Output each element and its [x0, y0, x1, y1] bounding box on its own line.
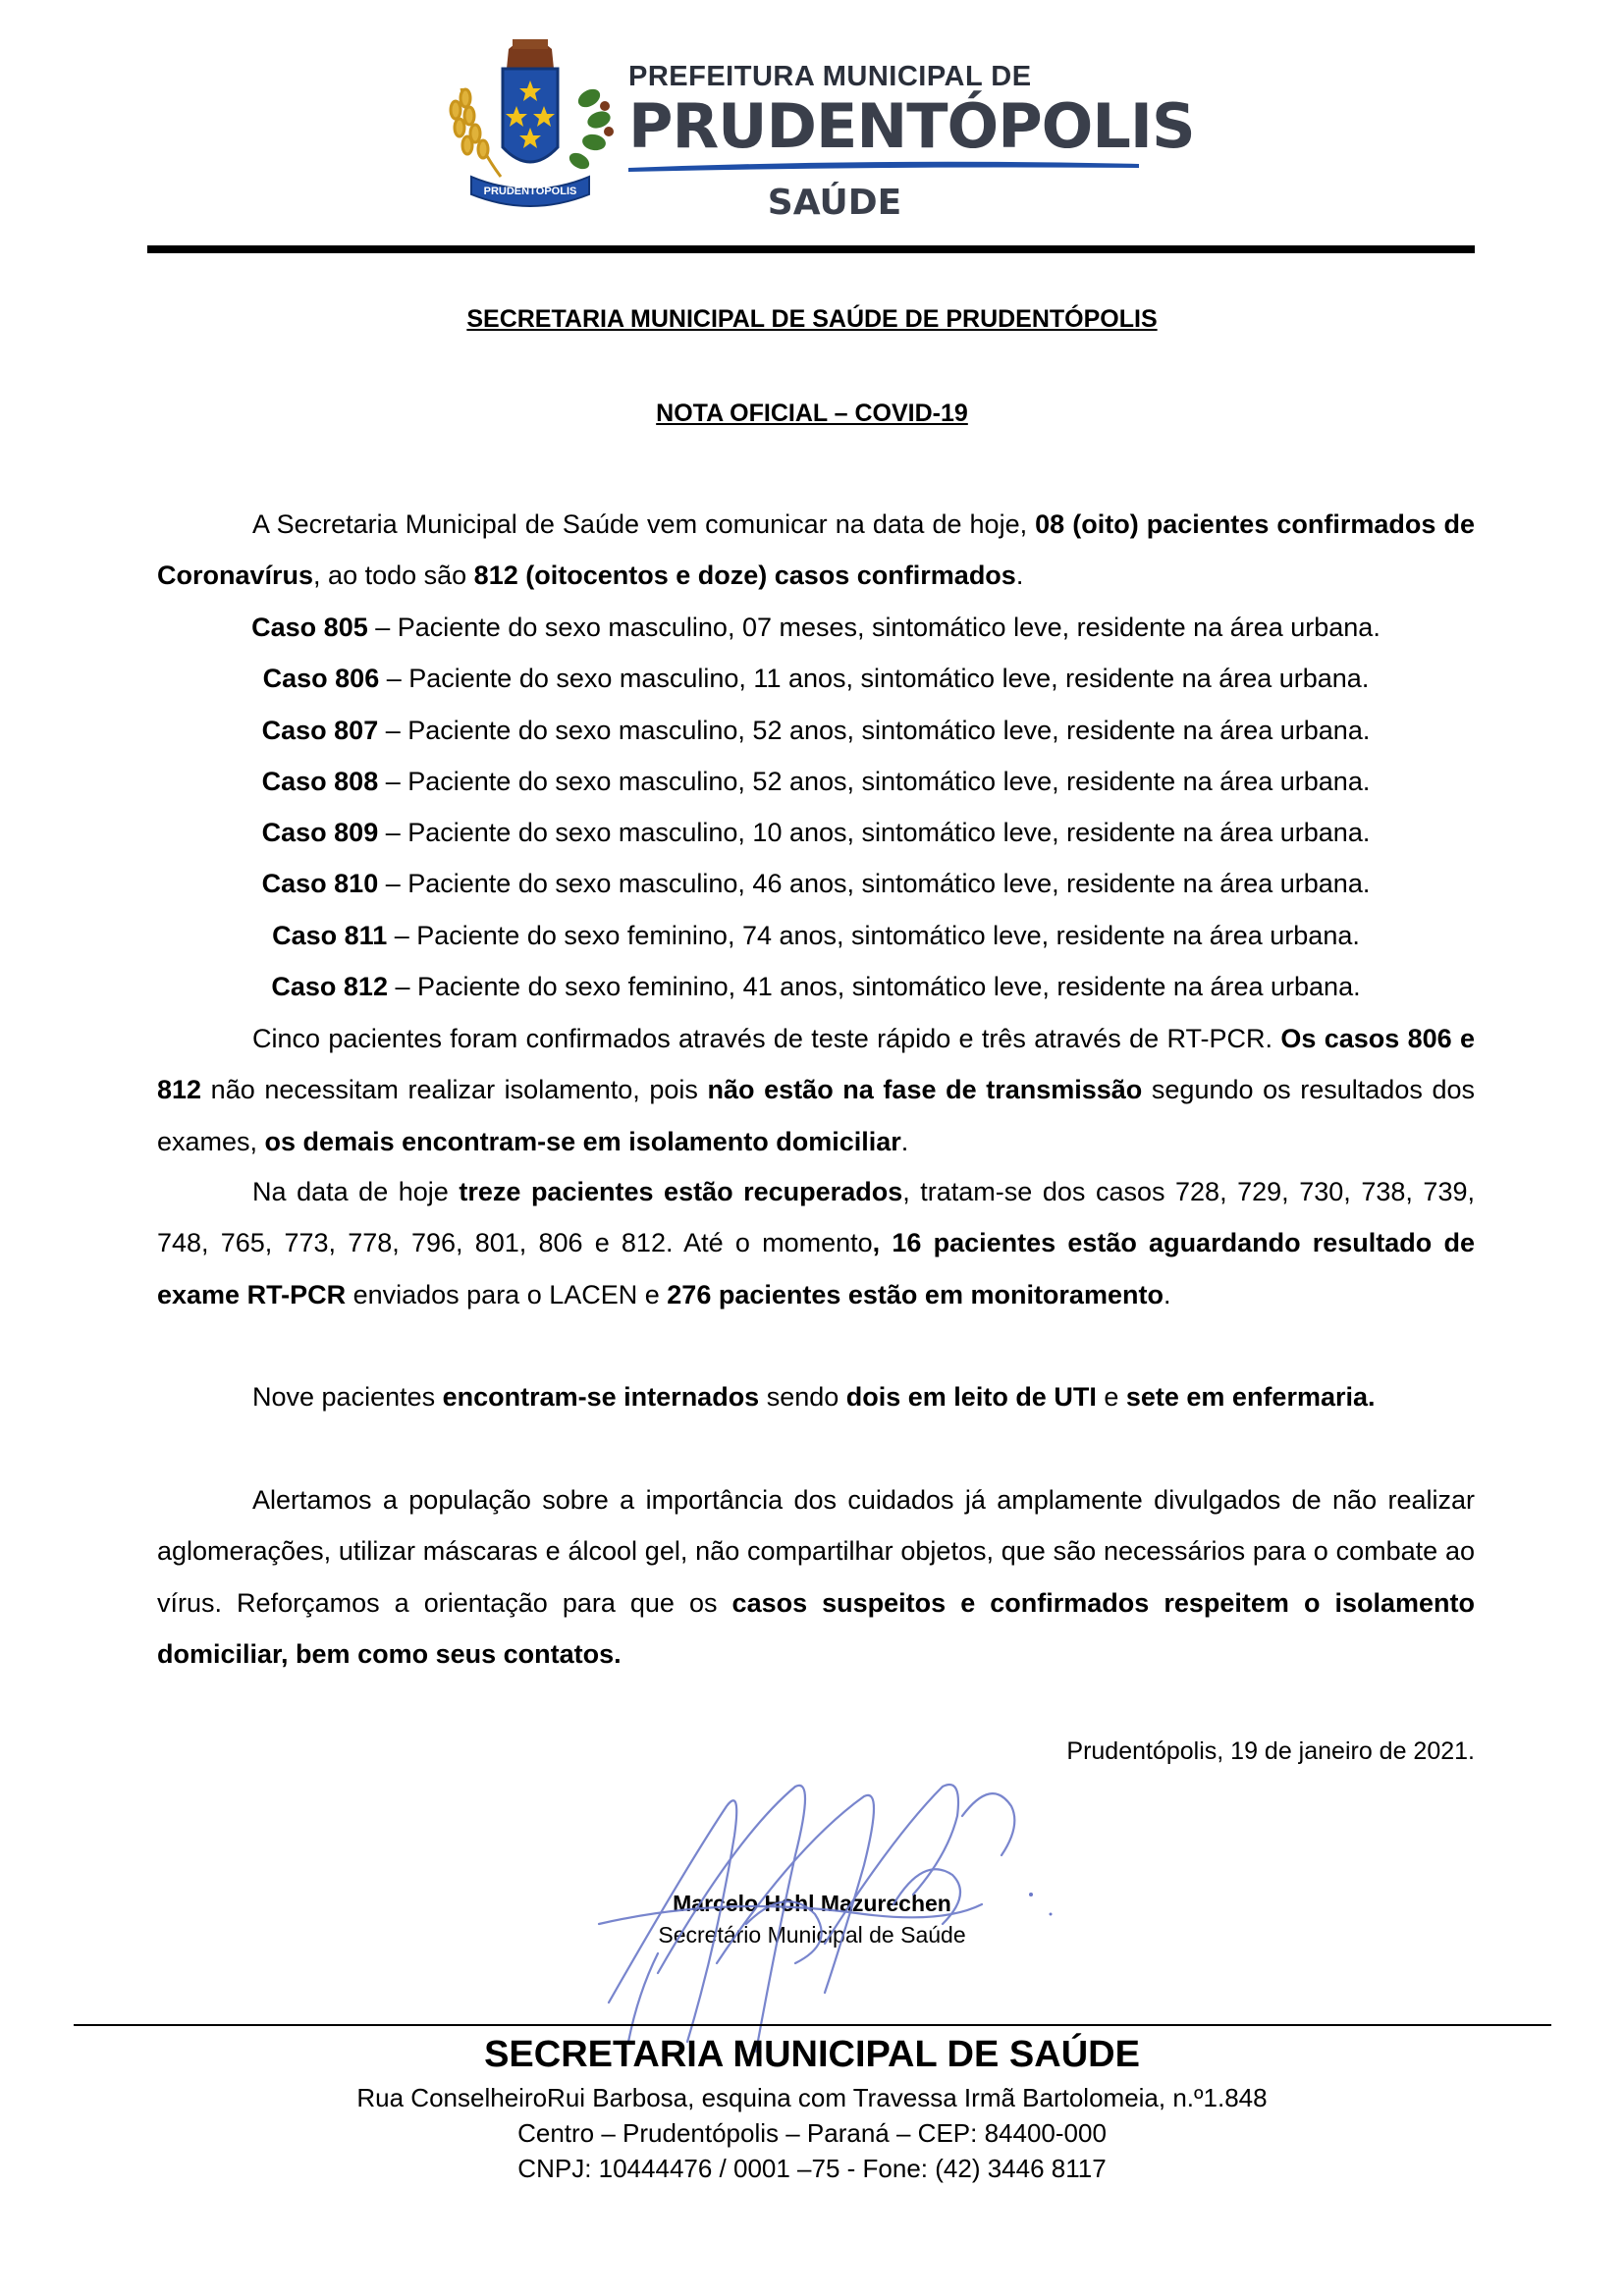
- letterhead: [432, 29, 1218, 226]
- hospital-bold: encontram-se internados: [442, 1382, 760, 1412]
- case-description: – Paciente do sexo feminino, 74 anos, sintomático leve, residente na área urbana.: [387, 920, 1360, 950]
- signatory-role: Secretário Municipal de Saúde: [658, 1922, 966, 1948]
- footer-address: Rua ConselheiroRui Barbosa, esquina com Travessa Irmã Bartolomeia, n.º1.848: [356, 2083, 1268, 2112]
- case-item: [157, 705, 1475, 756]
- case-item: [157, 807, 1475, 858]
- footer-title: SECRETARIA MUNICIPAL DE SAÚDE: [484, 2034, 1140, 2075]
- brand-swoosh: [628, 160, 1139, 172]
- recovered-text: enviados para o LACEN e: [346, 1279, 668, 1309]
- intro-text: A Secretaria Municipal de Saúde vem comunicar na data de hoje,: [252, 509, 1036, 539]
- case-label: Caso 805: [251, 613, 368, 642]
- brand-line-saude: SAÚDE: [767, 183, 902, 223]
- intro-paragraph: [157, 499, 1475, 602]
- case-description: – Paciente do sexo masculino, 11 anos, sintomático leve, residente na área urbana.: [379, 664, 1370, 694]
- header-divider: [147, 245, 1475, 253]
- hospital-text: Nove pacientes: [252, 1382, 443, 1412]
- alert-bold: casos suspeitos e confirmados respeitem o isolamento domiciliar, bem como seus contatos.: [157, 1587, 1475, 1669]
- case-description: – Paciente do sexo masculino, 46 anos, sintomático leve, residente na área urbana.: [378, 869, 1371, 899]
- recovered-bold: treze pacientes estão recuperados: [459, 1177, 903, 1206]
- document-date: Prudentópolis, 19 de janeiro de 2021.: [1066, 1737, 1475, 1765]
- case-description: – Paciente do sexo masculino, 52 anos, sintomático leve, residente na área urbana.: [378, 766, 1371, 796]
- hospital-text: e: [1096, 1382, 1126, 1412]
- case-description: – Paciente do sexo masculino, 07 meses, sintomático leve, residente na área urbana.: [367, 613, 1380, 642]
- tests-bold: os demais encontram-se em isolamento domiciliar: [264, 1126, 901, 1156]
- handwritten-signature: [569, 1747, 1080, 2071]
- case-description: – Paciente do sexo feminino, 41 anos, sintomático leve, residente na área urbana.: [387, 972, 1361, 1002]
- nota-oficial-title: NOTA OFICIAL – COVID-19: [656, 400, 968, 427]
- tests-bold: Os casos 806 e 812: [157, 1024, 1475, 1105]
- brand-line-prefeitura: PREFEITURA MUNICIPAL DE: [628, 61, 1032, 92]
- recovered-bold: , 16 pacientes estão aguardando resultado de exame RT-PCR: [157, 1228, 1475, 1309]
- case-item: [157, 910, 1475, 961]
- secretaria-title: SECRETARIA MUNICIPAL DE SAÚDE DE PRUDENTÓPOLIS: [466, 305, 1158, 333]
- case-description: – Paciente do sexo masculino, 10 anos, sintomático leve, residente na área urbana.: [378, 818, 1371, 848]
- alert-text: Alertamos a população sobre a importância dos cuidados já amplamente divulgados de não realizar aglomerações, utilizar máscaras e álcool gel, não compartilhar objetos, que são necessários para o combate ao vírus. Reforçamos a orientação para que os: [157, 1485, 1475, 1618]
- case-label: Caso 810: [261, 869, 379, 899]
- recovered-paragraph: [157, 1166, 1475, 1320]
- recovered-text: .: [1163, 1279, 1171, 1309]
- case-label: Caso 806: [262, 664, 380, 694]
- signatory-name: Marcelo Hohl Mazurechen: [673, 1891, 951, 1916]
- case-item: [157, 602, 1475, 653]
- hospital-bold: dois em leito de UTI: [845, 1382, 1097, 1412]
- cases-list: [157, 602, 1475, 1012]
- recovered-bold: 276 pacientes estão em monitoramento: [667, 1279, 1164, 1309]
- brand-line-city: PRUDENTÓPOLIS: [628, 90, 1195, 162]
- crest-ribbon-label: PRUDENTÓPOLIS: [483, 186, 577, 197]
- footer-divider: [74, 2024, 1551, 2026]
- recovered-text: , tratam-se dos casos 728, 729, 730, 738, 739, 748, 765, 773, 778, 796, 801, 806 e 812. Até o momento: [157, 1177, 1475, 1258]
- footer-city: Centro – Prudentópolis – Paraná – CEP: 84400-000: [517, 2118, 1107, 2148]
- case-label: Caso 808: [261, 766, 379, 796]
- municipal-crest-logo: [432, 29, 628, 221]
- case-label: Caso 807: [261, 715, 379, 745]
- intro-text: , ao todo são: [313, 561, 474, 591]
- alert-paragraph: [157, 1474, 1475, 1680]
- case-label: Caso 812: [271, 972, 388, 1002]
- tests-text: .: [900, 1126, 909, 1156]
- intro-bold: 812 (oitocentos e doze) casos confirmados: [473, 561, 1016, 591]
- tests-paragraph: [157, 1013, 1475, 1167]
- case-description: – Paciente do sexo masculino, 52 anos, sintomático leve, residente na área urbana.: [378, 715, 1371, 745]
- brand-text: [628, 61, 1198, 223]
- hospital-paragraph: [157, 1371, 1475, 1422]
- hospital-text: sendo: [759, 1382, 846, 1412]
- tests-text: segundo os resultados dos exames,: [157, 1075, 1475, 1156]
- intro-text: .: [1015, 561, 1024, 591]
- tests-text: Cinco pacientes foram confirmados através de teste rápido e três através de RT-PCR.: [252, 1024, 1281, 1053]
- tests-text: não necessitam realizar isolamento, pois: [201, 1075, 708, 1105]
- tests-bold: não estão na fase de transmissão: [707, 1075, 1143, 1105]
- case-item: [157, 858, 1475, 909]
- hospital-bold: sete em enfermaria.: [1125, 1382, 1376, 1412]
- case-item: [157, 961, 1475, 1012]
- case-label: Caso 811: [272, 920, 388, 950]
- case-item: [157, 756, 1475, 807]
- case-label: Caso 809: [261, 818, 379, 848]
- intro-bold: 08 (oito) pacientes confirmados de Coronavírus: [157, 509, 1475, 591]
- recovered-text: Na data de hoje: [252, 1177, 460, 1206]
- case-item: [157, 653, 1475, 704]
- footer-contact: CNPJ: 10444476 / 0001 –75 - Fone: (42) 3446 8117: [517, 2154, 1107, 2183]
